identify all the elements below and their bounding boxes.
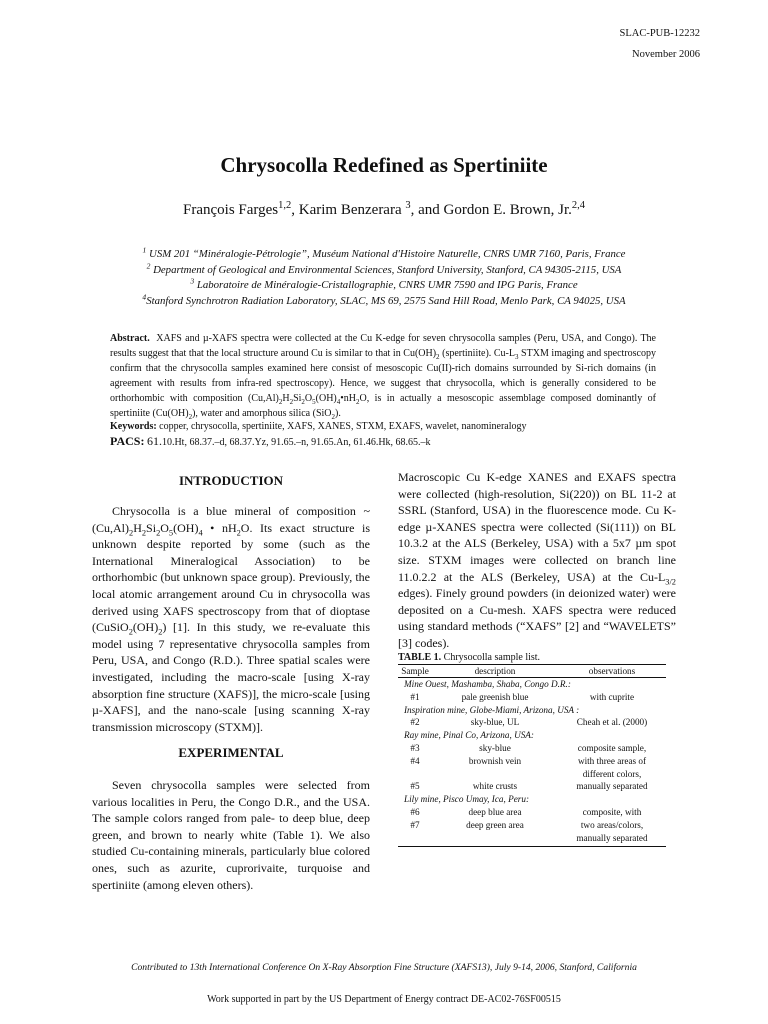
abstract-text: Si xyxy=(293,393,302,404)
affiliation-number: 2 xyxy=(146,260,151,270)
author-affil-ref: 3 xyxy=(405,200,411,211)
table-cell xyxy=(432,768,558,781)
table-cell: #1 xyxy=(410,691,420,702)
subscript: 4 xyxy=(336,398,341,406)
methods-paragraph xyxy=(398,469,676,652)
table-cell: #5 xyxy=(410,781,420,792)
affiliation xyxy=(0,291,768,310)
conference-note: Contributed to 13th International Conference On X-Ray Absorption Fine Structure (XAFS13), July 9-14, 2006, Stanford, California xyxy=(131,962,637,973)
table-label: TABLE 1. xyxy=(398,652,442,663)
paragraph-text: • nH xyxy=(202,520,237,535)
section-heading-experimental: EXPERIMENTAL xyxy=(178,745,284,760)
abstract-text: •nH xyxy=(340,393,356,404)
subscript: 4 xyxy=(198,527,203,537)
abstract xyxy=(110,331,656,421)
table-cell: manually separated xyxy=(576,781,648,792)
table-cell: manually separated xyxy=(576,832,648,843)
paragraph-text: Macroscopic Cu K-edge XANES and EXAFS spectra were collected (high-resolution, Si(220)) on BL 11-2 at SSRL (Stanford, USA) in the fluorescence mode. Cu K-edge µ-XANES spectra were collected (Si(111)) on BL 10.3.2 at the ALS (Berkeley, USA) with a 5x7 µm spot size. STXM images were collected on branch line 11.0.2.2 at the ALS (Berkeley, USA) at the Cu-L xyxy=(398,470,676,584)
affiliation-number: 4 xyxy=(142,291,147,301)
affiliation-text: Laboratoire de Minéralogie-Cristallographie, CNRS UMR 7590 and IPG Paris, France xyxy=(196,279,578,291)
author-separator: , and xyxy=(410,202,444,218)
subscript: 5 xyxy=(168,527,174,537)
affiliation-text: Stanford Synchrotron Radiation Laboratory, SLAC, MS 69, 2575 Sand Hill Road, Menlo Park, CA 94025, USA xyxy=(146,294,626,307)
affiliation-list xyxy=(0,247,768,309)
report-date: November 2006 xyxy=(632,49,700,60)
sample-table xyxy=(398,652,666,847)
abstract-text: H xyxy=(282,393,290,404)
affiliation xyxy=(0,247,768,263)
subscript: 2 xyxy=(129,527,134,537)
table-cell: #4 xyxy=(410,755,420,766)
subscript: 3 xyxy=(514,353,519,361)
table-cell: Cheah et al. (2000) xyxy=(576,717,648,728)
subscript: 2 xyxy=(236,527,241,537)
table-cell: #3 xyxy=(410,742,420,753)
author-separator: , xyxy=(291,202,299,218)
table-cell: #6 xyxy=(410,806,420,817)
affiliation xyxy=(0,260,768,279)
paragraph-text: (OH) xyxy=(173,520,199,535)
table-cell xyxy=(398,832,432,845)
table-cell: brownish vein xyxy=(468,755,522,766)
table-group-locality: Lily mine, Pisco Umay, Ica, Peru: xyxy=(404,794,530,805)
paper-title: Chrysocolla Redefined as Spertiniite xyxy=(220,153,548,177)
table-cell: two areas/colors, xyxy=(580,819,644,830)
table-cell: different colors, xyxy=(582,768,642,779)
table-row xyxy=(398,832,666,845)
affiliation-number: 3 xyxy=(190,276,195,286)
abstract-text: STXM imaging and spectroscopy confirm that the chrysocolla samples examined here consist of mesoscopic Cu(II)-rich domains surrounded by Si-rich domains (in agreement with results from infra-red spectroscopy). Hence, we suggest that chrysocolla, which is generally considered to be orthorhombic with composition (Cu,Al) xyxy=(110,348,656,404)
section-heading-introduction: INTRODUCTION xyxy=(178,473,283,488)
subscript: 2 xyxy=(128,627,133,637)
funding-note: Work supported in part by the US Department of Energy contract DE-AC02-76SF00515 xyxy=(207,994,561,1005)
table-cell: #2 xyxy=(410,717,420,728)
pacs-text: 10.Ht, 68.37.–d, 68.37.Yz, 91.65.–n, 91.65.An, 61.46.Hk, 68.65.–k xyxy=(161,437,431,448)
subscript: 3/2 xyxy=(665,576,676,586)
table-cell: pale greenish blue xyxy=(461,691,529,702)
author-affil-ref: 1,2 xyxy=(278,200,292,211)
subscript: 2 xyxy=(141,527,147,537)
introduction-paragraph xyxy=(92,503,370,735)
table-group-locality: Inspiration mine, Globe-Miami, Arizona, USA : xyxy=(404,704,580,715)
table-cell: deep blue area xyxy=(468,806,522,817)
paragraph-text: (OH) xyxy=(132,620,159,635)
abstract-text: O, is in actually a mesoscopic assemblage composed dominantly of spertiniite (Cu(OH) xyxy=(110,393,656,419)
pacs-codes xyxy=(110,433,656,451)
table-cell: deep green area xyxy=(466,819,524,830)
table-header-row xyxy=(398,665,666,678)
abstract-label: Abstract. xyxy=(110,333,150,344)
pacs-lead: 61. xyxy=(146,434,162,448)
abstract-text: XAFS and µ-XAFS spectra were collected at the Cu K-edge for seven chrysocolla samples (Peru, USA, and Congo). The results suggest that that the local structure around Cu is similar to that in Cu(OH) xyxy=(110,333,656,359)
paragraph-text: edges). Finely ground powders (in deionized water) were deposited on a Cu-mesh. XAFS spectra were reduced using standard methods (“XAFS” [2] and “WAVELETS” [3] codes). xyxy=(398,586,676,650)
table-row xyxy=(398,768,666,781)
paragraph-text: O. Its exact structure is unknown despite reported by some (such as the International Mineralogical Association) to be orthorhombic (but unknown space group). Previously, the local atomic arrangement around Cu in chrysocolla was derived using XAFS spectroscopy from that of dioptase (CuSiO xyxy=(92,520,370,635)
paragraph-text: O xyxy=(160,520,169,535)
table-row xyxy=(398,755,666,768)
abstract-text: ), water and amorphous silica (SiO xyxy=(192,408,332,419)
subscript: 5 xyxy=(312,398,316,406)
column-header: observations xyxy=(588,666,636,676)
keywords-label: Keywords: xyxy=(110,421,157,432)
subscript: 2 xyxy=(158,627,163,637)
table-cell: white crusts xyxy=(472,781,518,792)
table-cell: composite sample, xyxy=(577,742,647,753)
author-name: Gordon E. Brown, Jr. xyxy=(443,202,572,218)
table-cell: with three areas of xyxy=(577,755,647,766)
author-name: Karim Benzerara xyxy=(298,202,402,218)
subscript: 2 xyxy=(278,398,283,406)
column-header: Sample xyxy=(401,666,429,676)
paragraph-text: Si xyxy=(146,520,157,535)
paragraph-text: Chrysocolla is a blue mineral of composition ~ (Cu,Al) xyxy=(92,504,370,535)
subscript: 2 xyxy=(331,413,336,421)
table-caption-text: Chrysocolla sample list. xyxy=(443,652,541,663)
table-cell xyxy=(432,832,558,845)
column-header: description xyxy=(474,666,516,676)
table-group-locality: Ray mine, Pinal Co, Arizona, USA: xyxy=(404,730,534,741)
abstract-text: O xyxy=(304,393,313,404)
table-cell xyxy=(398,768,432,781)
affiliation-number: 1 xyxy=(142,245,147,255)
table-group-locality: Mine Ouest, Mashamba, Shaba, Congo D.R.: xyxy=(404,679,571,689)
affiliation-text: USM 201 “Minéralogie-Pétrologie”, Muséum National d'Histoire Naturelle, CNRS UMR 7160, Paris, France xyxy=(149,248,626,260)
abstract-text: (OH) xyxy=(315,393,337,404)
keywords-text: copper, chrysocolla, spertiniite, XAFS, XANES, STXM, EXAFS, wavelet, nanomineralogy xyxy=(159,421,527,432)
table-cell: sky-blue xyxy=(479,742,511,753)
subscript: 2 xyxy=(156,527,161,537)
paragraph-text: ) [1]. In this study, we re-evaluate this model using 7 representative chrysocolla samples from Peru, USA, and Congo (R.D.). Three spatial scales were investigated, including the macro-scale [using X-ray absorption fine structure (XAFS)], the micro-scale [using µ-XAFS], and the nano-scale [using scanning X-ray transmission microscopy (STXM)]. xyxy=(92,620,370,734)
table-row xyxy=(398,780,666,793)
abstract-text: ). xyxy=(335,408,341,419)
author-name: François Farges xyxy=(183,202,279,218)
subscript: 2 xyxy=(188,413,193,421)
table-row xyxy=(398,716,666,729)
table-row xyxy=(398,819,666,832)
table-cell: #7 xyxy=(410,819,420,830)
affiliation xyxy=(0,278,768,294)
author-affil-ref: 2,4 xyxy=(571,200,585,211)
affiliation-text: Department of Geological and Environmental Sciences, Stanford University, Stanford, CA 94305-2115, USA xyxy=(153,263,622,276)
subscript: 2 xyxy=(301,398,305,406)
abstract-text: (spertiniite). Cu-L xyxy=(439,348,515,359)
table-row xyxy=(398,691,666,704)
table-cell: composite, with xyxy=(582,806,642,817)
pacs-label: PACS: xyxy=(110,434,145,448)
subscript: 2 xyxy=(436,353,440,361)
paragraph-text: H xyxy=(133,520,142,535)
subscript: 2 xyxy=(356,398,360,406)
table-row xyxy=(398,806,666,819)
table-row xyxy=(398,742,666,755)
subscript: 2 xyxy=(289,398,294,406)
report-number: SLAC-PUB-12232 xyxy=(619,28,700,39)
keywords xyxy=(110,420,656,434)
table-cell: sky-blue, UL xyxy=(470,717,520,728)
table-cell: with cuprite xyxy=(589,691,635,702)
table-caption xyxy=(398,652,666,663)
author-list xyxy=(0,202,768,219)
experimental-paragraph: Seven chrysocolla samples were selected from various localities in Peru, the Congo D.R., and the USA. The sample colors ranged from pale- to deep blue, deep green, and brown to nearly white (Table 1). We also studied Cu-containing minerals, particularly blue colored ones, such as azurite, cuprorivaite, turquoise and spertiniite (among eleven others). xyxy=(92,778,370,892)
